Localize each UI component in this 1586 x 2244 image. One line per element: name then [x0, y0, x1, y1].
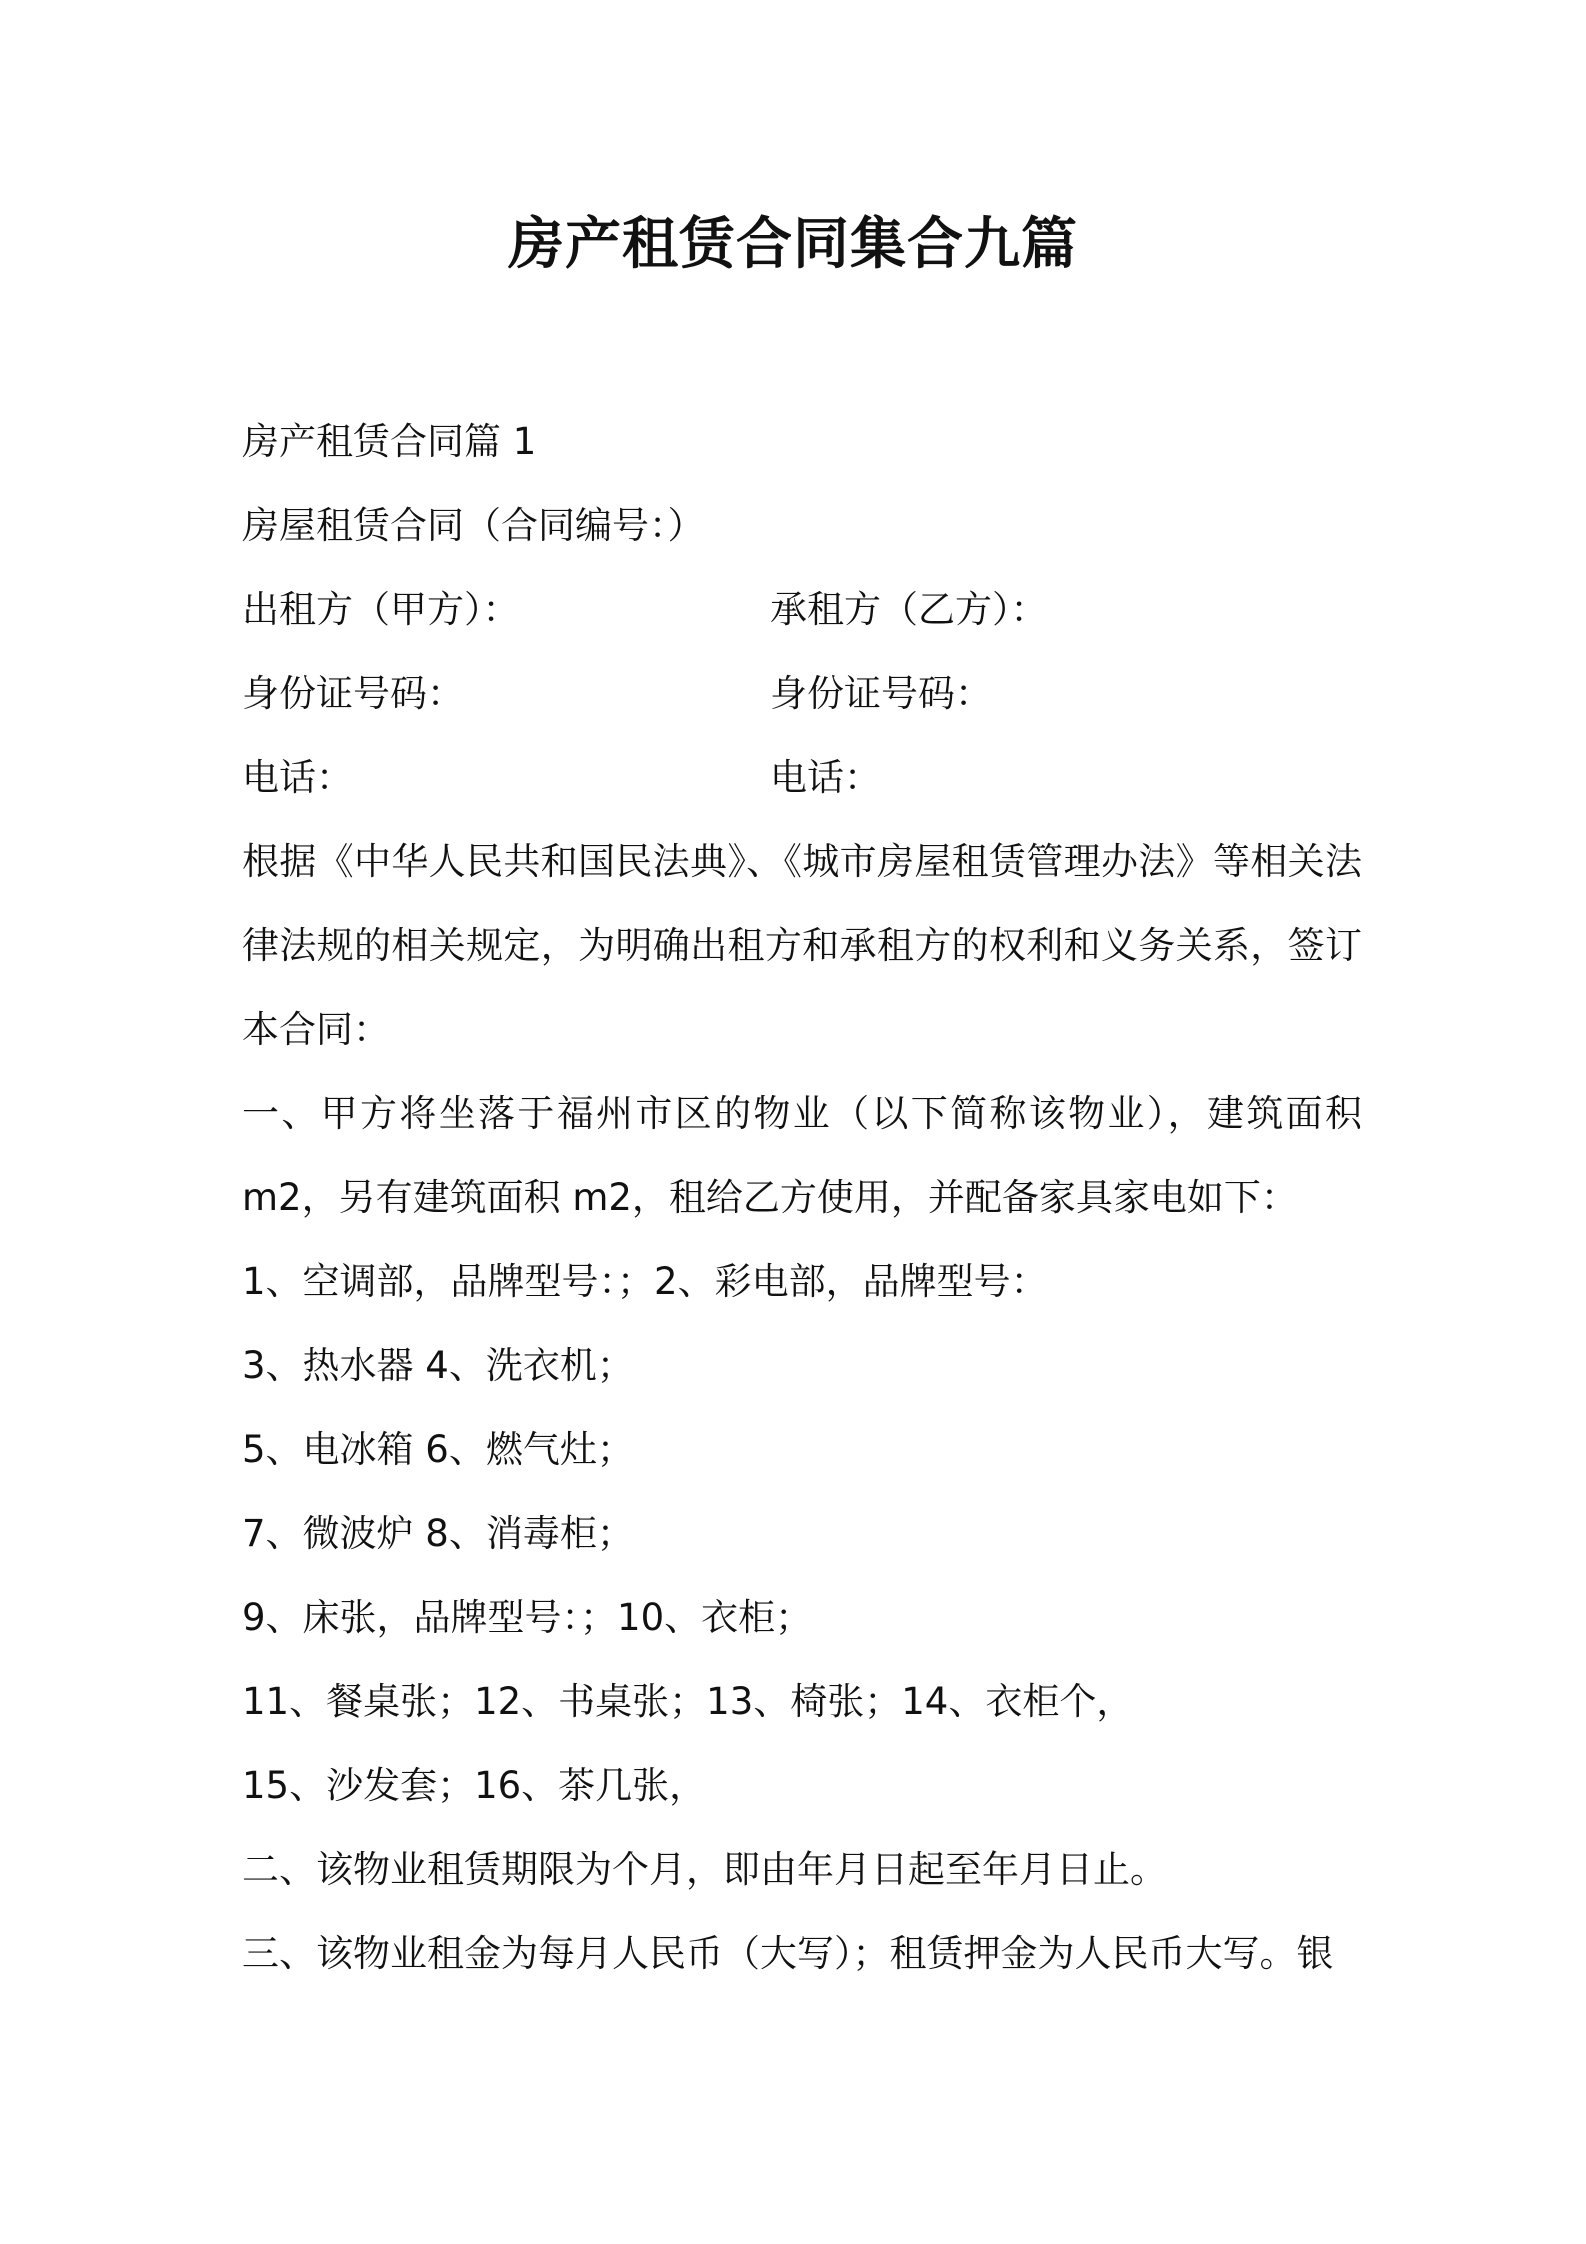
- party-row-ids: [242, 652, 1362, 736]
- lessee-label: 承租方（乙方）：: [770, 588, 1048, 631]
- contract-name: 房屋租赁合同（合同编号：）: [242, 504, 705, 547]
- party-row-names: [242, 568, 1362, 652]
- lessor-id-label: 身份证号码：: [242, 672, 464, 715]
- clause-2-paragraph: 二、该物业租赁期限为个月，即由年月日起至年月日止。: [242, 1848, 1167, 1891]
- list-item: 7、微波炉 8、消毒柜；: [242, 1512, 634, 1555]
- lessee-phone-label: 电话：: [770, 756, 881, 799]
- document-body: [242, 400, 1362, 1996]
- clause-3-paragraph: 三、该物业租金为每月人民币（大写）；租赁押金为人民币大写。银: [242, 1932, 1334, 1975]
- document-title: 房产租赁合同集合九篇: [508, 212, 1078, 277]
- lessor-label: 出租方（甲方）：: [242, 588, 520, 631]
- list-item: 5、电冰箱 6、燃气灶；: [242, 1428, 634, 1471]
- list-item: 15、沙发套；16、茶几张，: [242, 1764, 707, 1807]
- lessee-id-label: 身份证号码：: [770, 672, 992, 715]
- party-row-phones: [242, 736, 1362, 820]
- list-item: 3、热水器 4、洗衣机；: [242, 1344, 634, 1387]
- list-item: 9、床张，品牌型号：；10、衣柜；: [242, 1596, 813, 1639]
- lessor-phone-label: 电话：: [242, 756, 353, 799]
- clause-1-paragraph: 一、甲方将坐落于福州市区的物业（以下简称该物业），建筑面积 m2，另有建筑面积 m2，租给乙方使用，并配备家具家电如下：: [242, 1092, 1362, 1219]
- section-heading: 房产租赁合同篇 1: [242, 420, 537, 463]
- list-item: 1、空调部，品牌型号：；2、彩电部，品牌型号：: [242, 1260, 1048, 1303]
- list-item: 11、餐桌张；12、书桌张；13、椅张；14、衣柜个，: [242, 1680, 1134, 1723]
- preamble-paragraph: 根据《中华人民共和国民法典》、《城市房屋租赁管理办法》等相关法律法规的相关规定，为明确出租方和承租方的权利和义务关系，签订本合同：: [242, 840, 1362, 1051]
